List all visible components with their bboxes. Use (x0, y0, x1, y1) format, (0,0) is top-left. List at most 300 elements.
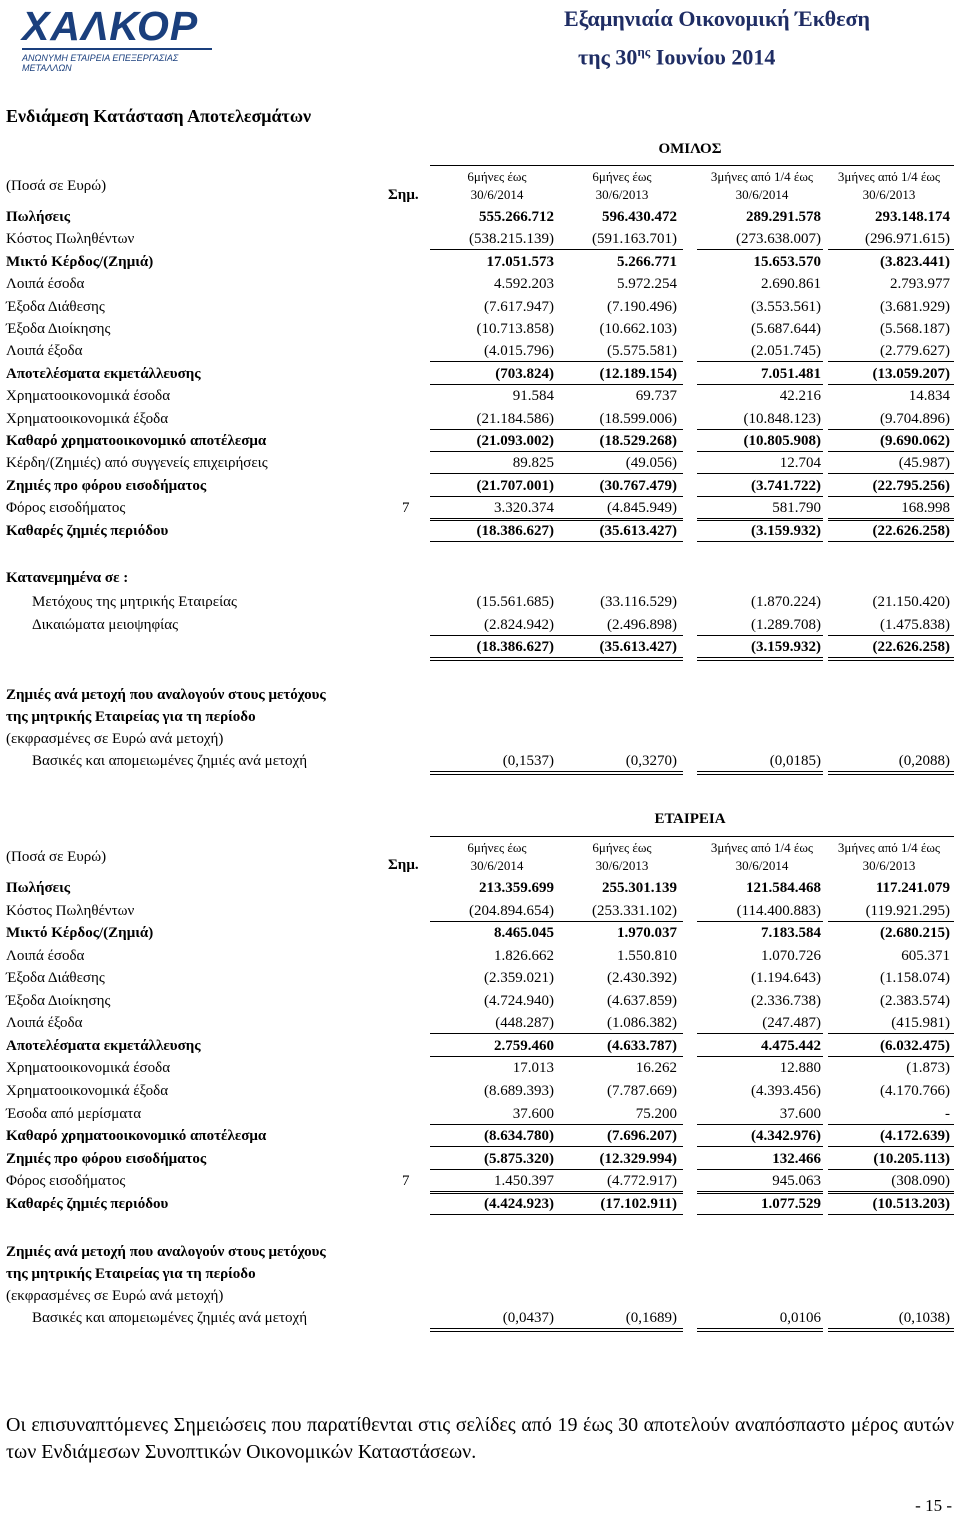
underline-rule (697, 1328, 823, 1329)
row-label: Λοιπά έσοδα (6, 947, 85, 964)
row-value: 132.466 (772, 1150, 821, 1167)
row-label: Ζημιές προ φόρου εισοδήματος (6, 1150, 207, 1167)
row-value: (247.487) (762, 1015, 821, 1032)
column-header (697, 839, 827, 875)
row-value: 89.825 (512, 455, 554, 472)
underline-rule (697, 1331, 823, 1332)
logo-text: ΧΑΛΚΟΡ (22, 3, 199, 49)
table-row (0, 206, 960, 228)
row-value: (4.424.923) (484, 1195, 554, 1212)
group-amounts-label: (Ποσά σε Ευρώ) (6, 178, 107, 194)
report-title: Εξαμηνιαία Οικονομική Έκθεση (564, 6, 870, 31)
table-row (0, 452, 960, 474)
underline-rule (430, 1214, 555, 1215)
row-value: (3.741.722) (751, 477, 821, 494)
row-value: (21.707.001) (476, 477, 554, 494)
row-label: Έξοδα Διάθεσης (6, 298, 105, 315)
row-label: Έσοδα από μερίσματα (6, 1105, 142, 1122)
underline-rule (697, 657, 823, 658)
row-label: Χρηματοοικονομικά έξοδα (6, 410, 169, 427)
row-value: (2.430.392) (607, 970, 677, 987)
row-value: 3.320.374 (494, 500, 554, 517)
row-label: Μικτό Κέρδος/(Ζημιά) (6, 253, 154, 270)
row-value: (4.772.917) (607, 1173, 677, 1190)
row-value: (296.971.615) (865, 231, 950, 248)
row-value: 5.266.771 (617, 253, 677, 270)
row-value: (5.568.187) (880, 321, 950, 337)
row-value: 14.834 (908, 388, 950, 405)
row-value: (10.662.103) (599, 321, 677, 337)
row-value: (4.170.766) (880, 1082, 950, 1099)
underline-rule (430, 774, 555, 775)
row-value: (2.383.574) (880, 992, 950, 1009)
allocation-value: (1.870.224) (751, 594, 821, 610)
eps-row (0, 750, 960, 772)
eps-value: (0,1038) (898, 1310, 950, 1326)
table-row (0, 1080, 960, 1102)
row-value: 5.972.254 (617, 276, 677, 293)
row-label: Ζημιές προ φόρου εισοδήματος (6, 477, 207, 494)
column-header-period: 6μήνες έως (592, 169, 652, 184)
row-value: (12.189.154) (599, 365, 677, 382)
eps-value: (0,1537) (502, 753, 554, 769)
row-value: (4.393.456) (751, 1082, 821, 1099)
allocation-total-row (0, 636, 960, 658)
row-value: 12.880 (779, 1060, 821, 1077)
table-row (0, 385, 960, 407)
column-header-date: 30/6/2014 (470, 187, 524, 202)
allocation-value: (1.289.708) (751, 616, 821, 633)
table-row (0, 296, 960, 318)
underline-rule (555, 1193, 683, 1194)
underline-rule (555, 771, 683, 772)
company-section-label: ΕΤΑΙΡΕΙΑ (654, 811, 726, 827)
table-row (0, 922, 960, 944)
table-row (0, 967, 960, 989)
company-eps-line3: (εκφρασμένες σε Ευρώ ανά μετοχή) (6, 1288, 224, 1304)
row-label: Λοιπά έξοδα (6, 343, 83, 360)
row-value: (30.767.479) (599, 477, 677, 494)
row-value: (2.779.627) (880, 343, 950, 360)
row-value: 945.063 (772, 1173, 821, 1190)
eps-row (0, 1307, 960, 1329)
column-header (824, 839, 954, 875)
row-value: (35.613.427) (599, 522, 677, 539)
row-value: 4.592.203 (494, 276, 554, 293)
row-value: (2.336.738) (751, 992, 821, 1009)
eps-row-label: Βασικές και απομειωμένες ζημιές ανά μετοχή (32, 1310, 308, 1326)
underline-rule (555, 1214, 683, 1215)
row-value: (3.681.929) (880, 298, 950, 315)
underline-rule (697, 1214, 823, 1215)
row-value: (538.215.139) (469, 231, 554, 248)
allocation-label: Μετόχους της μητρικής Εταιρείας (32, 594, 237, 610)
allocation-value: (1.475.838) (880, 616, 950, 633)
table-row (0, 340, 960, 362)
row-value: (49.056) (625, 455, 677, 472)
row-value: (10.713.858) (476, 321, 554, 337)
eps-value: (0,0185) (769, 753, 821, 769)
column-header-period: 6μήνες έως (592, 840, 652, 855)
row-label: Κόστος Πωληθέντων (6, 231, 135, 248)
row-value: (10.805.908) (743, 433, 821, 449)
column-header-date: 30/6/2013 (595, 858, 649, 873)
row-value: 168.998 (901, 500, 950, 517)
underline-rule (430, 1193, 555, 1194)
row-value: - (945, 1105, 950, 1122)
column-header-date: 30/6/2013 (595, 187, 649, 202)
row-value: (703.824) (495, 365, 554, 382)
row-value: 37.600 (512, 1105, 554, 1122)
underline-rule (555, 774, 683, 775)
group-eps-line3: (εκφρασμένες σε Ευρώ ανά μετοχή) (6, 731, 224, 747)
row-value: (3.823.441) (880, 253, 950, 270)
allocation-value: (2.496.898) (607, 616, 677, 633)
row-value: (2.359.021) (484, 970, 554, 987)
row-label: Έξοδα Διοίκησης (6, 992, 111, 1009)
company-eps-line2: της μητρικής Εταιρείας για τη περίοδο (6, 1266, 256, 1282)
row-value: (4.172.639) (880, 1128, 950, 1145)
row-value: 1.070.726 (761, 947, 821, 964)
row-value: (308.090) (891, 1173, 950, 1190)
underline-rule (828, 1331, 954, 1332)
row-value: 42.216 (779, 388, 821, 405)
row-value: (18.599.006) (599, 410, 677, 427)
table-row (0, 877, 960, 899)
row-value: (4.845.949) (607, 500, 677, 517)
allocation-total-value: (3.159.932) (751, 639, 821, 655)
row-note: 7 (402, 500, 410, 517)
underline-rule (697, 541, 823, 542)
row-value: (9.690.062) (880, 433, 950, 449)
row-value: (448.287) (495, 1015, 554, 1032)
allocation-label: Δικαιώματα μειοψηφίας (32, 616, 179, 633)
column-header-period: 3μήνες από 1/4 έως (837, 169, 941, 184)
row-value: 1.550.810 (617, 947, 677, 964)
column-header-date: 30/6/2013 (862, 187, 916, 202)
row-value: (2.051.745) (751, 343, 821, 360)
company-note-header: Σημ. (388, 857, 419, 873)
row-value: (17.102.911) (600, 1195, 677, 1212)
table-row (0, 251, 960, 273)
column-header-period: 3μήνες από 1/4 έως (710, 840, 814, 855)
table-row (0, 1170, 960, 1192)
row-value: (3.159.932) (751, 522, 821, 539)
row-value: (9.704.896) (880, 410, 950, 427)
row-label: Μικτό Κέρδος/(Ζημιά) (6, 925, 154, 942)
table-row (0, 475, 960, 497)
row-value: 1.826.662 (494, 947, 554, 964)
table-row (0, 228, 960, 250)
row-value: 1.450.397 (494, 1173, 554, 1190)
column-header (432, 168, 562, 204)
page-number: - 15 - (915, 1496, 952, 1515)
underline-rule (828, 657, 954, 658)
eps-row-label: Βασικές και απομειωμένες ζημιές ανά μετοχή (32, 753, 308, 769)
row-value: (5.575.581) (607, 343, 677, 360)
underline-rule (697, 774, 823, 775)
allocation-value: (2.824.942) (484, 616, 554, 633)
row-value: (12.329.994) (599, 1150, 677, 1167)
underline-rule (828, 1328, 954, 1329)
row-value: 91.584 (512, 388, 554, 405)
row-value: (4.637.859) (607, 992, 677, 1009)
eps-value: (0,3270) (625, 753, 677, 769)
table-row (0, 945, 960, 967)
column-header-date: 30/6/2014 (470, 858, 524, 873)
table-row (0, 1193, 960, 1215)
table-row (0, 273, 960, 295)
row-label: Λοιπά έσοδα (6, 276, 85, 293)
row-value: (13.059.207) (872, 365, 950, 382)
underline-rule (697, 1193, 823, 1194)
row-value: (114.400.883) (736, 902, 821, 919)
group-section-label: ΟΜΙΛΟΣ (658, 141, 722, 157)
row-value: (22.795.256) (872, 477, 950, 494)
table-row (0, 1103, 960, 1125)
company-header-rule (430, 836, 954, 837)
underline-rule (697, 520, 823, 521)
row-value: 15.653.570 (753, 253, 821, 270)
underline-rule (828, 541, 954, 542)
allocation-value: (33.116.529) (600, 594, 677, 610)
allocation-row (0, 591, 960, 613)
eps-value: (0,1689) (625, 1310, 677, 1326)
table-row (0, 1012, 960, 1034)
row-value: 12.704 (779, 455, 821, 472)
footer-note: Οι επισυναπτόμενες Σημειώσεις που παρατίθενται στις σελίδες από 19 έως 30 αποτελούν αναπόσπαστο μέρος αυτών των Ενδιάμεσων Συνοπτικών Οικονομικών Καταστάσεων. (6, 1414, 954, 1463)
allocation-total-value: (22.626.258) (872, 639, 950, 655)
row-value: (5.687.644) (751, 321, 821, 337)
column-header-period: 3μήνες από 1/4 έως (837, 840, 941, 855)
table-row (0, 1035, 960, 1057)
row-value: 596.430.472 (602, 209, 677, 225)
eps-value: (0,0437) (502, 1310, 554, 1326)
row-label: Κέρδη/(Ζημιές) από συγγενείς επιχειρήσεις (6, 455, 268, 472)
underline-rule (828, 1193, 954, 1194)
group-eps-heading (6, 684, 326, 750)
row-value: 293.148.174 (875, 209, 950, 225)
column-header-date: 30/6/2014 (735, 858, 789, 873)
allocation-value: (21.150.420) (872, 594, 950, 610)
row-value: 17.051.573 (486, 253, 554, 270)
row-value: 2.793.977 (890, 276, 950, 293)
table-row (0, 430, 960, 452)
row-label: Φόρος εισοδήματος (6, 1173, 126, 1190)
underline-rule (555, 660, 683, 661)
row-value: (22.626.258) (872, 522, 950, 539)
row-value: (415.981) (891, 1015, 950, 1032)
row-label: Πωλήσεις (6, 209, 71, 225)
allocation-value: (15.561.685) (476, 594, 554, 610)
row-value: 69.737 (635, 388, 677, 405)
row-value: 7.183.584 (761, 925, 821, 942)
row-label: Κόστος Πωληθέντων (6, 902, 135, 919)
group-eps-line1: Ζημιές ανά μετοχή που αναλογούν στους μετόχους (6, 687, 326, 703)
row-value: 2.759.460 (494, 1037, 554, 1054)
table-row (0, 363, 960, 385)
row-value: 255.301.139 (602, 880, 677, 896)
table-row (0, 900, 960, 922)
row-value: (6.032.475) (880, 1037, 950, 1054)
row-value: 2.690.861 (761, 276, 821, 293)
row-label: Φόρος εισοδήματος (6, 500, 126, 517)
row-value: (7.787.669) (607, 1082, 677, 1099)
row-label: Αποτελέσματα εκμετάλλευσης (6, 365, 201, 382)
row-value: (4.015.796) (484, 343, 554, 360)
row-value: (18.529.268) (599, 433, 677, 449)
row-label: Έξοδα Διάθεσης (6, 970, 105, 987)
row-value: (7.696.207) (607, 1128, 677, 1145)
column-header (432, 839, 562, 875)
row-label: Καθαρές ζημιές περιόδου (6, 1195, 169, 1212)
row-value: 8.465.045 (494, 925, 554, 942)
row-value: 581.790 (772, 500, 821, 517)
underline-rule (828, 660, 954, 661)
underline-rule (430, 541, 555, 542)
row-value: 16.262 (635, 1060, 677, 1077)
underline-rule (828, 771, 954, 772)
row-value: (204.894.654) (469, 902, 554, 919)
row-value: 1.077.529 (761, 1195, 821, 1212)
table-row (0, 497, 960, 519)
row-value: 605.371 (901, 947, 950, 964)
row-value: (5.875.320) (484, 1150, 554, 1167)
row-value: 17.013 (512, 1060, 554, 1077)
row-value: (1.194.643) (751, 970, 821, 987)
underline-rule (697, 660, 823, 661)
row-label: Καθαρό χρηματοοικονομικό αποτέλεσμα (6, 1128, 267, 1145)
row-label: Αποτελέσματα εκμετάλλευσης (6, 1037, 201, 1054)
row-value: 4.475.442 (761, 1037, 821, 1054)
company-eps-line1: Ζημιές ανά μετοχή που αναλογούν στους μετόχους (6, 1244, 326, 1260)
row-value: (591.163.701) (592, 231, 677, 248)
underline-rule (555, 1328, 683, 1329)
table-row (0, 1057, 960, 1079)
row-value: (7.617.947) (484, 298, 554, 315)
column-header-period: 6μήνες έως (467, 840, 527, 855)
column-header (557, 839, 687, 875)
row-value: (273.638.007) (736, 231, 821, 248)
underline-rule (828, 1214, 954, 1215)
group-note-header: Σημ. (388, 187, 419, 203)
group-header-rule (430, 165, 954, 166)
allocation-total-value: (18.386.627) (476, 639, 554, 655)
row-value: (10.205.113) (873, 1150, 950, 1167)
group-eps-line2: της μητρικής Εταιρείας για τη περίοδο (6, 709, 256, 725)
underline-rule (555, 657, 683, 658)
underline-rule (555, 520, 683, 521)
company-amounts-label: (Ποσά σε Ευρώ) (6, 849, 107, 865)
row-value: (21.184.586) (476, 410, 554, 427)
underline-rule (430, 1328, 555, 1329)
underline-rule (697, 771, 823, 772)
row-value: (253.331.102) (592, 902, 677, 919)
row-value: 117.241.079 (875, 880, 950, 896)
row-value: (7.190.496) (607, 298, 677, 315)
column-header-date: 30/6/2013 (862, 858, 916, 873)
row-value: 1.970.037 (617, 925, 677, 942)
row-value: (10.848.123) (743, 410, 821, 427)
row-value: (21.093.002) (476, 433, 554, 449)
row-label: Λοιπά έξοδα (6, 1015, 83, 1032)
row-label: Χρηματοοικονομικά έξοδα (6, 1082, 169, 1099)
underline-rule (430, 771, 555, 772)
row-value: (1.873) (906, 1060, 950, 1077)
allocation-row (0, 614, 960, 636)
underline-rule (555, 541, 683, 542)
company-eps-heading (6, 1241, 326, 1307)
row-label: Χρηματοοικονομικά έσοδα (6, 1060, 171, 1077)
row-value: (4.633.787) (607, 1037, 677, 1054)
underline-rule (828, 774, 954, 775)
underline-rule (430, 657, 555, 658)
row-label: Καθαρές ζημιές περιόδου (6, 522, 169, 539)
table-row (0, 1148, 960, 1170)
allocation-total-value: (35.613.427) (599, 639, 677, 655)
row-value: (2.680.215) (880, 925, 950, 942)
row-value: (45.987) (898, 455, 950, 472)
row-value: 555.266.712 (479, 209, 554, 225)
underline-rule (430, 1331, 555, 1332)
page-title: Ενδιάμεση Κατάσταση Αποτελεσμάτων (6, 106, 312, 126)
table-row (0, 318, 960, 340)
column-header (824, 168, 954, 204)
column-header-period: 3μήνες από 1/4 έως (710, 169, 814, 184)
row-label: Χρηματοοικονομικά έσοδα (6, 388, 171, 405)
row-value: (8.634.780) (484, 1128, 554, 1145)
underline-rule (555, 1331, 683, 1332)
table-row (0, 520, 960, 542)
table-row (0, 408, 960, 430)
row-value: 289.291.578 (746, 209, 821, 225)
underline-rule (828, 520, 954, 521)
row-value: 121.584.468 (746, 880, 821, 896)
table-row (0, 1125, 960, 1147)
group-allocated-heading: Κατανεμημένα σε : (6, 570, 129, 586)
eps-value: 0,0106 (779, 1310, 821, 1326)
row-label: Καθαρό χρηματοοικονομικό αποτέλεσμα (6, 433, 267, 449)
row-value: (1.086.382) (607, 1015, 677, 1032)
company-logo (22, 3, 222, 73)
row-value: (1.158.074) (880, 970, 950, 987)
underline-rule (430, 520, 555, 521)
row-value: (4.724.940) (484, 992, 554, 1009)
row-value: (8.689.393) (484, 1082, 554, 1099)
table-row (0, 990, 960, 1012)
row-label: Πωλήσεις (6, 880, 71, 896)
row-label: Έξοδα Διοίκησης (6, 321, 111, 337)
column-header (557, 168, 687, 204)
row-value: 7.051.481 (761, 365, 821, 382)
column-header-date: 30/6/2014 (735, 187, 789, 202)
eps-value: (0,2088) (898, 753, 950, 769)
row-value: 75.200 (635, 1105, 677, 1122)
report-date: της $30^{\eta\varsigma}$ Ιουνίου 2014 (578, 44, 776, 70)
underline-rule (430, 660, 555, 661)
row-value: (119.921.295) (865, 902, 950, 919)
column-header-period: 6μήνες έως (467, 169, 527, 184)
row-value: (3.553.561) (751, 298, 821, 315)
row-value: (10.513.203) (872, 1195, 950, 1212)
logo-subtitle: ΑΝΩΝΥΜΗ ΕΤΑΙΡΕΙΑ ΕΠΕΞΕΡΓΑΣΙΑΣ ΜΕΤΑΛΛΩΝ (22, 48, 212, 73)
column-header (697, 168, 827, 204)
row-note: 7 (402, 1173, 410, 1190)
row-value: 37.600 (779, 1105, 821, 1122)
row-value: 213.359.699 (479, 880, 554, 896)
row-value: (18.386.627) (476, 522, 554, 539)
row-value: (4.342.976) (751, 1128, 821, 1145)
